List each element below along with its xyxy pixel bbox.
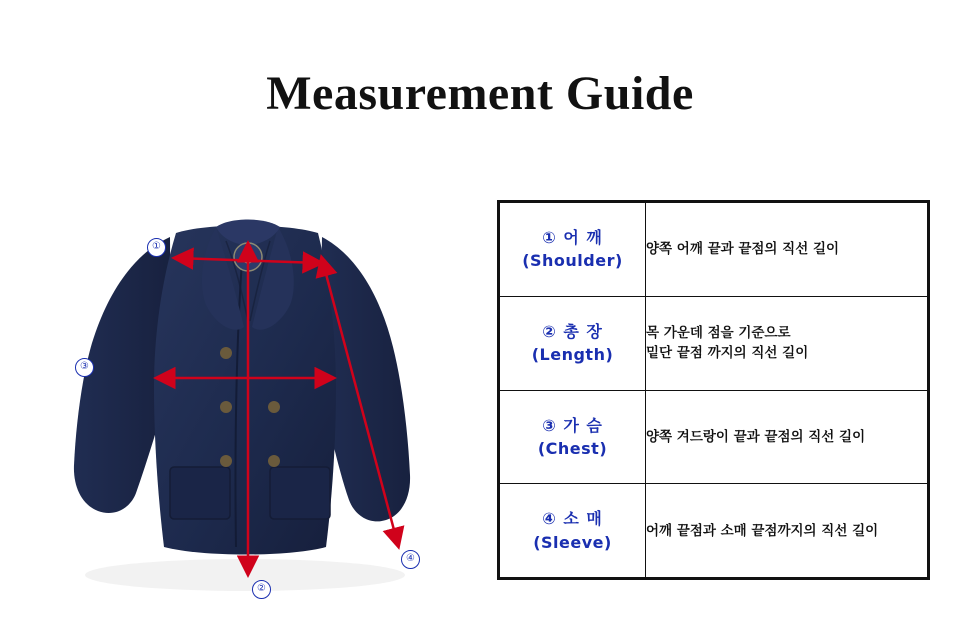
table-row — [500, 296, 928, 390]
row-desc-sleeve — [646, 484, 928, 578]
row-label-ko — [500, 320, 645, 343]
row-label-ko-text: 총 장 — [563, 321, 603, 341]
garment-illustration — [30, 175, 460, 605]
table-row — [500, 203, 928, 297]
row-label-ko-text: 가 슴 — [563, 415, 603, 435]
row-label-sleeve — [500, 484, 646, 578]
button — [220, 347, 232, 359]
measurement-table — [497, 200, 930, 580]
row-label-ko-text: 소 매 — [563, 509, 603, 529]
table-row — [500, 390, 928, 484]
desc-line: 밑단 끝점 까지의 직선 길이 — [646, 345, 809, 362]
row-label-en: (Shoulder) — [522, 251, 623, 271]
desc-line: 양쪽 어깨 끝과 끝점의 직선 길이 — [646, 241, 840, 258]
row-number: ④ — [542, 509, 557, 529]
row-label-shoulder — [500, 203, 646, 297]
left-pocket — [170, 467, 230, 519]
marker-length: ② — [252, 580, 271, 599]
garment-figure — [30, 175, 460, 605]
row-desc-chest — [646, 390, 928, 484]
row-label-ko-text: 어 깨 — [563, 228, 603, 248]
row-label-ko — [500, 507, 645, 530]
desc-line: 양쪽 겨드랑이 끝과 끝점의 직선 길이 — [646, 428, 866, 445]
table-row — [500, 484, 928, 578]
button — [268, 455, 280, 467]
row-label-length — [500, 296, 646, 390]
desc-line: 목 가운데 점을 기준으로 — [646, 324, 791, 341]
button — [220, 401, 232, 413]
desc-line: 어깨 끝점과 소매 끝점까지의 직선 길이 — [646, 522, 879, 539]
row-desc-length — [646, 296, 928, 390]
row-label-en: (Chest) — [537, 438, 608, 458]
row-number: ② — [542, 321, 557, 341]
row-label-ko — [500, 414, 645, 437]
marker-sleeve: ④ — [401, 550, 420, 569]
row-label-en: (Length) — [531, 345, 614, 365]
marker-chest: ③ — [75, 358, 94, 377]
row-label-ko — [500, 226, 645, 249]
row-number: ① — [542, 228, 557, 248]
row-label-en: (Sleeve) — [533, 532, 612, 552]
marker-shoulder: ① — [147, 238, 166, 257]
row-number: ③ — [542, 415, 557, 435]
row-desc-shoulder — [646, 203, 928, 297]
right-pocket — [270, 467, 330, 519]
row-label-chest — [500, 390, 646, 484]
page-title: Measurement Guide — [266, 67, 694, 120]
button — [268, 401, 280, 413]
button — [220, 455, 232, 467]
